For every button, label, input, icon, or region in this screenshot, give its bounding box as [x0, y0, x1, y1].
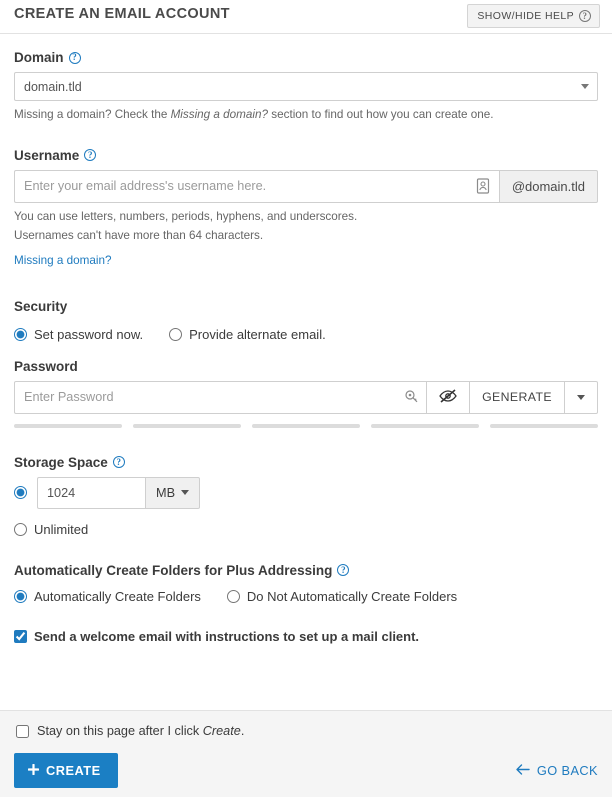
show-hide-help-button[interactable] — [467, 4, 600, 28]
storage-unlimited-label: Unlimited — [34, 521, 89, 537]
username-domain-addon: @domain.tld — [499, 170, 598, 203]
welcome-email-label: Send a welcome email with instructions to set up a mail client. — [34, 628, 420, 644]
domain-hint-before: Missing a domain? Check the — [14, 108, 171, 121]
welcome-email-row[interactable] — [14, 629, 598, 644]
storage-radio-quota[interactable] — [14, 486, 27, 499]
stay-on-page-emphasis: Create — [202, 724, 241, 738]
storage-unit-dropdown[interactable] — [145, 477, 200, 509]
storage-radio-unlimited[interactable] — [14, 523, 27, 536]
page-title: CREATE AN EMAIL ACCOUNT — [14, 6, 230, 22]
security-option-label: Provide alternate email. — [189, 326, 326, 342]
security-radio-set — [14, 323, 598, 342]
arrow-left-icon — [516, 763, 530, 778]
generate-password-button[interactable] — [470, 381, 565, 414]
strength-segment — [490, 424, 598, 428]
domain-label-row — [14, 50, 598, 65]
question-circle-icon[interactable]: ? — [69, 52, 81, 64]
page-header — [0, 0, 612, 34]
question-circle-icon[interactable]: ? — [113, 456, 125, 468]
eye-slash-icon — [438, 388, 458, 407]
storage-label-row — [14, 455, 598, 470]
plus-addressing-option-label: Do Not Automatically Create Folders — [246, 588, 458, 604]
stay-on-page-text-after: . — [240, 724, 245, 738]
plus-addressing-radio-auto[interactable] — [14, 590, 27, 603]
security-option-label: Set password now. — [34, 326, 144, 342]
security-label: Security — [14, 298, 68, 314]
plus-addressing-option-auto[interactable] — [14, 589, 201, 604]
username-input-shell — [14, 170, 499, 203]
password-input-shell — [14, 381, 427, 414]
strength-segment — [14, 424, 122, 428]
domain-select[interactable] — [14, 72, 598, 101]
plus-addressing-option-label: Automatically Create Folders — [34, 588, 201, 604]
plus-addressing-radio-manual[interactable] — [227, 590, 240, 603]
page-footer — [0, 710, 612, 797]
stay-on-page-label — [37, 724, 244, 738]
strength-segment — [371, 424, 479, 428]
username-hint-2: Usernames can't have more than 64 characters. — [14, 228, 264, 242]
missing-a-domain-link[interactable]: Missing a domain? — [14, 253, 112, 267]
password-input[interactable] — [14, 381, 427, 414]
stay-on-page-text-before: Stay on this page after I click — [37, 724, 203, 738]
storage-unit-label: MB — [156, 485, 176, 500]
username-hint-1: You can use letters, numbers, periods, hyphens, and underscores. — [14, 209, 358, 223]
security-radio-set-password[interactable] — [14, 328, 27, 341]
security-option-alternate-email[interactable] — [169, 327, 326, 342]
password-row — [14, 381, 598, 414]
security-option-set-password[interactable] — [14, 327, 143, 342]
storage-quota-input[interactable] — [37, 477, 145, 509]
plus-addressing-label: Automatically Create Folders for Plus Addressing — [14, 562, 333, 578]
username-input[interactable] — [14, 170, 499, 203]
go-back-button[interactable] — [516, 763, 598, 778]
welcome-email-checkbox[interactable] — [14, 630, 27, 643]
username-label: Username — [14, 147, 80, 163]
domain-select-wrap — [14, 72, 598, 101]
question-circle-icon[interactable]: ? — [84, 149, 96, 161]
stay-on-page-row[interactable] — [0, 711, 612, 738]
strength-segment — [133, 424, 241, 428]
create-button[interactable] — [14, 753, 118, 788]
question-circle-icon: ? — [579, 10, 591, 22]
chevron-down-icon — [577, 395, 585, 400]
storage-quota-group — [37, 477, 200, 509]
strength-segment — [252, 424, 360, 428]
footer-actions — [0, 753, 612, 788]
storage-unlimited-row[interactable] — [14, 522, 598, 537]
domain-label: Domain — [14, 50, 64, 65]
security-radio-alternate-email[interactable] — [169, 328, 182, 341]
caret-down-icon — [181, 490, 189, 495]
create-button-label: CREATE — [46, 763, 101, 778]
id-card-icon — [476, 177, 490, 195]
password-options-dropdown-button[interactable] — [565, 381, 598, 414]
plus-addressing-option-manual[interactable] — [227, 589, 457, 604]
domain-hint-emphasis: Missing a domain? — [170, 108, 269, 121]
show-hide-help-label: SHOW/HIDE HELP — [477, 10, 574, 22]
storage-quota-row — [14, 477, 598, 509]
question-circle-icon[interactable]: ? — [337, 564, 349, 576]
plus-addressing-radio-set — [14, 585, 598, 604]
plus-icon — [28, 763, 39, 778]
go-back-label: GO BACK — [536, 763, 598, 778]
username-label-row — [14, 148, 598, 163]
plus-addressing-label-row — [14, 563, 598, 578]
stay-on-page-checkbox[interactable] — [16, 725, 29, 738]
username-input-group — [14, 170, 598, 203]
toggle-password-visibility-button[interactable] — [427, 381, 470, 414]
domain-hint-after: section to find out how you can create one. — [268, 108, 494, 121]
key-icon — [404, 389, 418, 407]
password-label: Password — [14, 358, 78, 374]
form-content — [0, 34, 612, 644]
domain-hint — [14, 107, 598, 124]
generate-password-label: GENERATE — [482, 390, 552, 405]
storage-space-label: Storage Space — [14, 454, 108, 470]
password-strength-meter — [14, 424, 598, 428]
